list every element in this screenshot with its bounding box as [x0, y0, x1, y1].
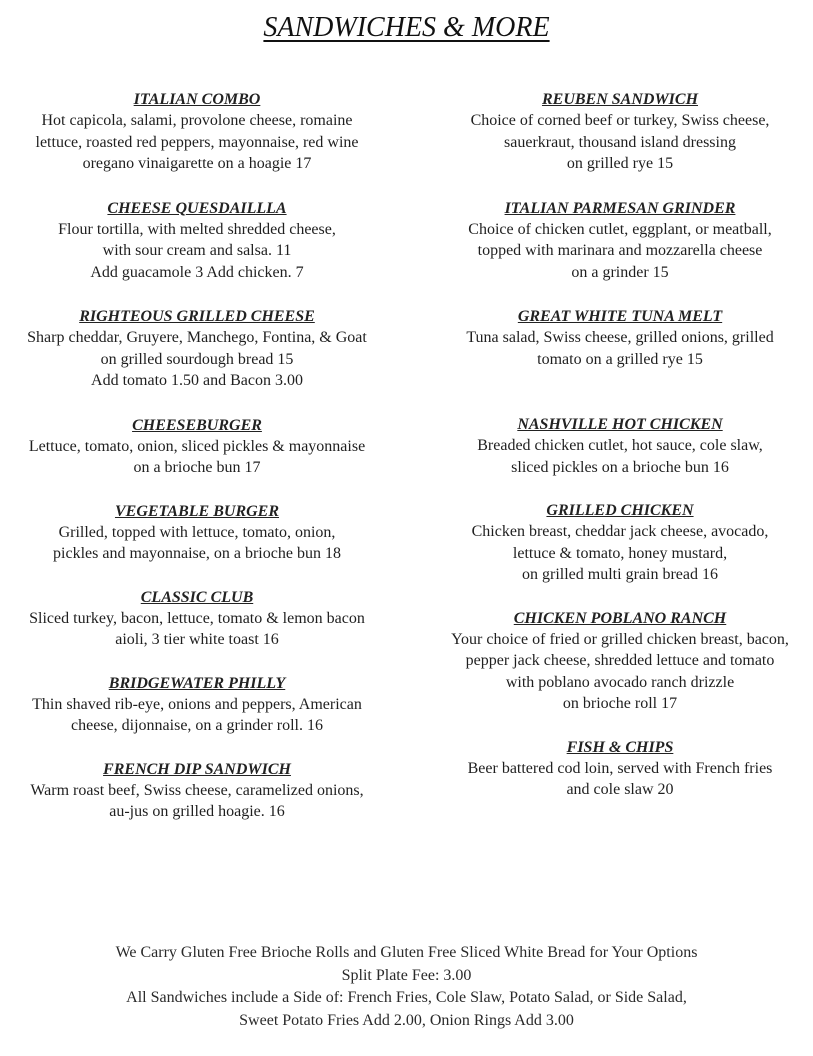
menu-item-description: Add guacamole 3 Add chicken. 7	[90, 263, 304, 281]
menu-item-description: Hot capicola, salami, provolone cheese, romaine	[41, 112, 353, 129]
menu-item	[0, 415, 394, 479]
menu-item-description: cheese, dijonnaise, on a grinder roll. 16	[71, 717, 323, 734]
menu-item	[0, 306, 394, 392]
menu-item-description: pepper jack cheese, shredded lettuce and tomato	[465, 652, 775, 669]
menu-item-description: Breaded chicken cutlet, hot sauce, cole slaw,	[477, 437, 763, 454]
page-title: SANDWICHES & MORE	[263, 12, 550, 43]
menu-item	[0, 759, 394, 823]
menu-item-description: tomato on a grilled rye 15	[537, 350, 703, 368]
menu-item-description: sauerkraut, thousand island dressing	[504, 133, 736, 151]
menu-item-description: on a grinder 15	[571, 263, 669, 281]
menu-item-description: Thin shaved rib-eye, onions and peppers, American	[32, 695, 362, 713]
menu-item-name: CHEESEBURGER	[132, 416, 262, 434]
menu-item-name: FISH & CHIPS	[566, 738, 674, 756]
menu-item-description: Add tomato 1.50 and Bacon 3.00	[91, 372, 303, 389]
menu-item-description: Lettuce, tomato, onion, sliced pickles & mayonnaise	[28, 437, 366, 455]
menu-item-description: Beer battered cod loin, served with French fries	[467, 759, 773, 777]
menu-item-name: CLASSIC CLUB	[140, 588, 254, 606]
menu-item	[0, 198, 394, 284]
menu-item-description: aioli, 3 tier white toast 16	[115, 631, 279, 648]
menu-item-name: FRENCH DIP SANDWICH	[103, 760, 291, 778]
menu-item-description: Tuna salad, Swiss cheese, grilled onions, grilled	[466, 329, 774, 346]
menu-item	[420, 500, 813, 586]
menu-item	[0, 587, 394, 651]
menu-item-description: with poblano avocado ranch drizzle	[505, 673, 735, 691]
menu-item-description: Your choice of fried or grilled chicken breast, bacon,	[451, 630, 789, 648]
menu-item	[420, 89, 813, 175]
menu-item-name: NASHVILLE HOT CHICKEN	[517, 416, 723, 433]
menu-item-name: BRIDGEWATER PHILLY	[108, 674, 286, 692]
menu-item-description: on grilled multi grain bread 16	[522, 566, 718, 583]
menu-item	[420, 306, 813, 370]
menu-item-description: Choice of corned beef or turkey, Swiss cheese,	[470, 112, 770, 129]
menu-item-description: on a brioche bun 17	[133, 459, 261, 476]
footer-gluten-free-note: We Carry Gluten Free Brioche Rolls and Gluten Free Sliced White Bread for Your Options	[115, 944, 698, 961]
menu-item	[420, 737, 813, 801]
footer-split-plate-fee: Split Plate Fee: 3.00	[341, 966, 472, 984]
menu-item-description: topped with marinara and mozzarella cheese	[477, 242, 763, 259]
menu-item	[0, 673, 394, 737]
footer-sides-note: All Sandwiches include a Side of: French Fries, Cole Slaw, Potato Salad, or Side Salad,	[126, 989, 687, 1006]
menu-item-description: Choice of chicken cutlet, eggplant, or meatball,	[468, 220, 772, 238]
menu-item-description: pickles and mayonnaise, on a brioche bun 18	[53, 545, 341, 562]
menu-item-description: on grilled rye 15	[566, 155, 674, 172]
menu-item-description: Chicken breast, cheddar jack cheese, avocado,	[471, 523, 769, 540]
menu-item-description: with sour cream and salsa. 11	[102, 242, 292, 259]
menu-item-description: oregano vinaigarette on a hoagie 17	[82, 155, 312, 172]
menu-item-name: ITALIAN PARMESAN GRINDER	[504, 199, 736, 217]
menu-column-right	[420, 89, 813, 801]
menu-item	[420, 608, 813, 715]
menu-item-description: on grilled sourdough bread 15	[100, 350, 294, 368]
menu-item-description: on brioche roll 17	[562, 695, 678, 712]
menu-item-name: GRILLED CHICKEN	[546, 502, 694, 519]
menu-item-description: Grilled, topped with lettuce, tomato, onion,	[58, 523, 336, 541]
menu-item-description: lettuce & tomato, honey mustard,	[512, 544, 728, 562]
menu-item	[0, 89, 394, 175]
menu-item-name: GREAT WHITE TUNA MELT	[517, 308, 723, 325]
menu-item-description: lettuce, roasted red peppers, mayonnaise, red wine	[35, 133, 359, 151]
menu-column-left	[0, 89, 394, 823]
footer-side-upgrades: Sweet Potato Fries Add 2.00, Onion Rings Add 3.00	[239, 1011, 574, 1029]
menu-item-description: and cole slaw 20	[566, 781, 674, 798]
menu-footer-notes	[0, 942, 813, 1032]
menu-item-description: Flour tortilla, with melted shredded cheese,	[58, 220, 336, 238]
menu-item-name: RIGHTEOUS GRILLED CHEESE	[79, 308, 315, 325]
menu-item-description: au-jus on grilled hoagie. 16	[109, 803, 285, 820]
menu-item-description: Sliced turkey, bacon, lettuce, tomato & lemon bacon	[29, 609, 365, 627]
menu-item-name: REUBEN SANDWICH	[541, 91, 699, 108]
menu-item-description: Warm roast beef, Swiss cheese, caramelized onions,	[30, 781, 364, 799]
menu-item-description: sliced pickles on a brioche bun 16	[511, 458, 729, 476]
menu-item-name: CHEESE QUESDAILLLA	[107, 199, 287, 217]
menu-item	[0, 501, 394, 565]
menu-item	[420, 414, 813, 478]
menu-item	[420, 198, 813, 284]
menu-item-name: CHICKEN POBLANO RANCH	[513, 609, 727, 627]
menu-item-name: VEGETABLE BURGER	[114, 502, 280, 520]
menu-item-description: Sharp cheddar, Gruyere, Manchego, Fontina, & Goat	[27, 329, 367, 346]
menu-item-name: ITALIAN COMBO	[133, 91, 261, 108]
